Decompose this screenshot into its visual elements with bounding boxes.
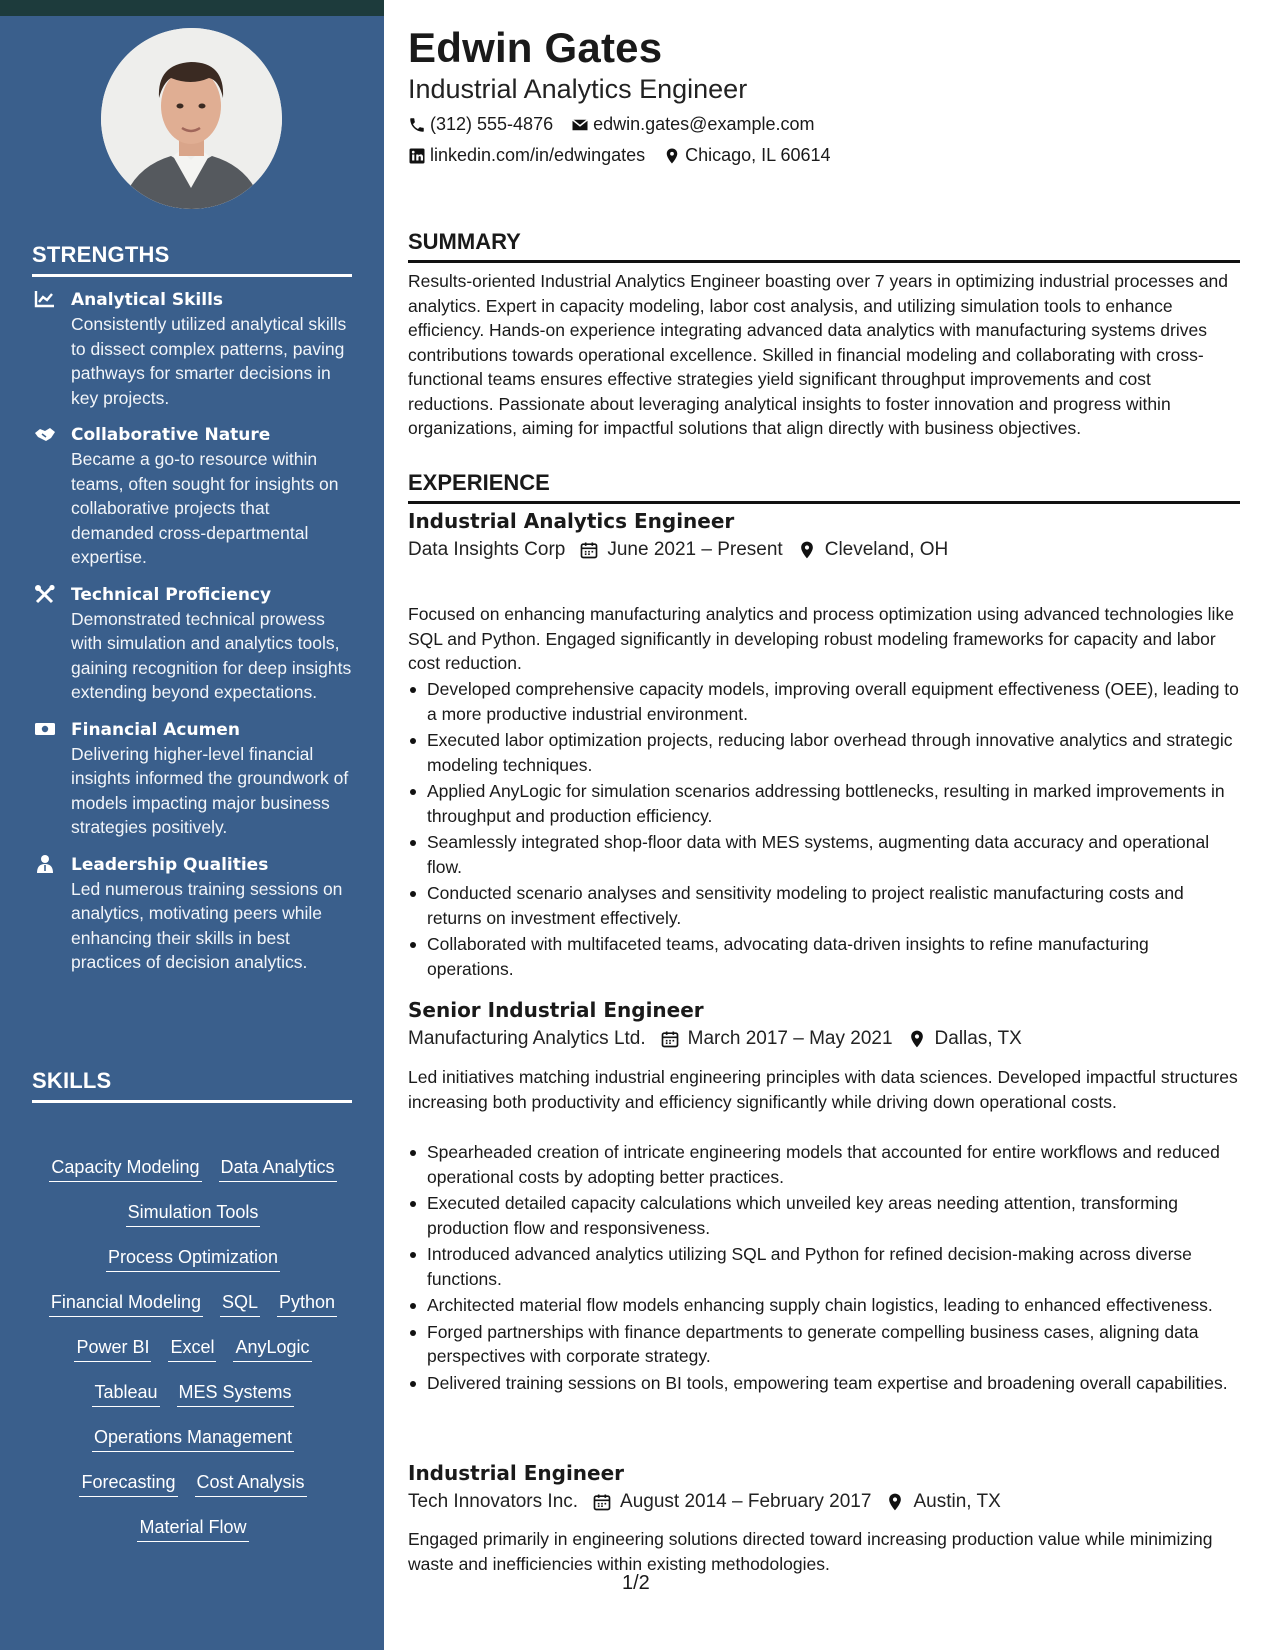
job-description: Engaged primarily in engineering solutions directed toward increasing production value while minimizing waste and inefficiencies within existing methodologies. bbox=[408, 1529, 1213, 1574]
skill-tag: AnyLogic bbox=[233, 1336, 311, 1362]
handshake-icon bbox=[34, 424, 56, 444]
job-location: Austin, TX bbox=[913, 1491, 1001, 1512]
skill-tag: Power BI bbox=[74, 1336, 151, 1362]
job-bullet: Executed detailed capacity calculations which unveiled key areas needing attention, transforming production flow and responsiveness. bbox=[427, 1191, 1240, 1240]
job-bullet: Delivered training sessions on BI tools, empowering team expertise and broadening overall capabilities. bbox=[427, 1371, 1240, 1396]
skill-row bbox=[30, 1426, 356, 1471]
location-pin-icon bbox=[663, 147, 681, 165]
skill-tag: Process Optimization bbox=[106, 1246, 280, 1272]
job-bullets bbox=[427, 677, 1240, 983]
skill-row bbox=[30, 1381, 356, 1426]
strengths-heading: STRENGTHS bbox=[32, 242, 352, 277]
skill-row bbox=[30, 1246, 356, 1291]
summary-text: Results-oriented Industrial Analytics Engineer boasting over 7 years in optimizing industrial processes and analytics. Expert in capacity modeling, labor cost analysis, and utilizing simulation tools to enhance efficiency. Hands-on experience integrating advanced data analytics with manufacturing systems drives contributions towards operational excellence. Skilled in financial modeling and collaborating with cross-functional teams ensures effective strategies yield significant throughput improvements and cost reductions. Passionate about leveraging analytical insights to foster innovation and progress within organizations, aiming for impactful solutions that align directly with business objectives. bbox=[408, 271, 1229, 438]
job-company: Data Insights Corp bbox=[408, 539, 566, 560]
phone-text[interactable]: (312) 555-4876 bbox=[430, 114, 554, 134]
job-bullet: Introduced advanced analytics utilizing SQL and Python for refined decision-making across diverse functions. bbox=[427, 1242, 1240, 1291]
strength-title: Financial Acumen bbox=[71, 719, 240, 740]
email-link[interactable]: edwin.gates@example.com bbox=[593, 114, 815, 134]
strength-description: Delivering higher-level financial insights informed the groundwork of models impacting major business strategies positively. bbox=[71, 743, 349, 837]
job-description: Led initiatives matching industrial engineering principles with data sciences. Developed impactful structures increasing both productivity and efficiency significantly while driving down operational costs. bbox=[408, 1067, 1238, 1112]
job-bullet: Seamlessly integrated shop-floor data with MES systems, augmenting data accuracy and operational flow. bbox=[427, 830, 1240, 879]
job-company: Manufacturing Analytics Ltd. bbox=[408, 1028, 646, 1049]
skill-tag: Excel bbox=[168, 1336, 216, 1362]
strength-description: Led numerous training sessions on analytics, motivating peers while enhancing their skills in best practices of decision analytics. bbox=[71, 878, 343, 972]
skills-heading: SKILLS bbox=[32, 1068, 352, 1103]
linkedin-icon bbox=[408, 147, 426, 165]
skill-tag: Financial Modeling bbox=[49, 1291, 203, 1317]
strength-title: Leadership Qualities bbox=[71, 854, 269, 875]
skills-list bbox=[30, 1156, 356, 1561]
job-bullet: Collaborated with multifaceted teams, advocating data-driven insights to refine manufacturing operations. bbox=[427, 932, 1240, 981]
skill-row bbox=[30, 1336, 356, 1381]
skill-tag: Tableau bbox=[92, 1381, 159, 1407]
job-meta bbox=[408, 1028, 1022, 1050]
strength-title: Collaborative Nature bbox=[71, 425, 271, 445]
strength-description: Consistently utilized analytical skills to dissect complex patterns, paving pathways for smarter decisions in key projects. bbox=[71, 314, 347, 408]
skill-row bbox=[30, 1201, 356, 1246]
chart-line-icon bbox=[34, 289, 56, 309]
location-pin-icon bbox=[797, 540, 817, 560]
skill-row bbox=[30, 1471, 356, 1516]
job-role: Industrial Engineer bbox=[408, 1461, 625, 1485]
skill-tag: Python bbox=[277, 1291, 337, 1317]
job-bullet: Spearheaded creation of intricate engineering models that accounted for entire workflows and reduced operational costs by adopting better practices. bbox=[427, 1140, 1240, 1189]
job-meta bbox=[408, 539, 948, 561]
experience-heading: EXPERIENCE bbox=[408, 470, 1240, 504]
job-dates: June 2021 – Present bbox=[607, 539, 783, 560]
skill-row bbox=[30, 1291, 356, 1336]
skill-tag: SQL bbox=[220, 1291, 260, 1317]
summary-heading: SUMMARY bbox=[408, 229, 1240, 263]
calendar-icon bbox=[579, 540, 599, 560]
skill-tag: Operations Management bbox=[92, 1426, 294, 1452]
profile-photo bbox=[101, 28, 282, 209]
phone-icon bbox=[408, 116, 426, 134]
job-bullet: Applied AnyLogic for simulation scenarios addressing bottlenecks, resulting in marked improvements in throughput and production efficiency. bbox=[427, 779, 1240, 828]
job-role: Industrial Analytics Engineer bbox=[408, 509, 735, 533]
skill-row bbox=[30, 1516, 356, 1561]
location-text: Chicago, IL 60614 bbox=[685, 145, 831, 165]
skill-tag: MES Systems bbox=[177, 1381, 294, 1407]
candidate-name: Edwin Gates bbox=[408, 24, 663, 71]
leader-icon bbox=[34, 854, 56, 874]
strength-description: Demonstrated technical prowess with simulation and analytics tools, gaining recognition for deep insights extending beyond expectations. bbox=[71, 608, 352, 702]
contact-row-2 bbox=[408, 145, 831, 166]
location-pin-icon bbox=[885, 1492, 905, 1512]
contact-row-1 bbox=[408, 114, 814, 135]
skill-tag: Data Analytics bbox=[219, 1156, 337, 1182]
skill-tag: Capacity Modeling bbox=[49, 1156, 201, 1182]
candidate-title: Industrial Analytics Engineer bbox=[408, 74, 748, 104]
calendar-icon bbox=[592, 1492, 612, 1512]
job-bullet: Developed comprehensive capacity models, improving overall equipment effectiveness (OEE), leading to a more productive industrial environment. bbox=[427, 677, 1240, 726]
strength-item bbox=[32, 853, 354, 975]
skill-tag: Forecasting bbox=[79, 1471, 177, 1497]
skill-tag: Simulation Tools bbox=[126, 1201, 261, 1227]
strength-item bbox=[32, 288, 354, 410]
job-dates: March 2017 – May 2021 bbox=[687, 1028, 893, 1049]
strengths-list bbox=[32, 288, 354, 988]
skill-row bbox=[30, 1156, 356, 1201]
money-icon bbox=[34, 719, 56, 739]
strength-title: Analytical Skills bbox=[71, 290, 224, 310]
email-icon bbox=[571, 116, 589, 134]
job-location: Cleveland, OH bbox=[824, 539, 949, 560]
strength-description: Became a go-to resource within teams, often sought for insights on collaborative projects that demanded cross-departmental expertise. bbox=[71, 449, 339, 567]
page-number: 1/2 bbox=[622, 1572, 650, 1594]
job-bullet: Forged partnerships with finance departments to generate compelling business cases, aligning data perspectives with corporate strategy. bbox=[427, 1320, 1240, 1369]
job-bullet: Executed labor optimization projects, reducing labor overhead through innovative analytics and strategic modeling techniques. bbox=[427, 728, 1240, 777]
location-pin-icon bbox=[907, 1029, 927, 1049]
job-meta bbox=[408, 1491, 1001, 1513]
strength-item bbox=[32, 583, 354, 705]
strength-item bbox=[32, 718, 354, 840]
strength-item bbox=[32, 423, 354, 570]
job-dates: August 2014 – February 2017 bbox=[620, 1491, 872, 1512]
linkedin-link[interactable]: linkedin.com/in/edwingates bbox=[430, 145, 646, 165]
tools-icon bbox=[34, 584, 56, 604]
job-description: Focused on enhancing manufacturing analytics and process optimization using advanced technologies like SQL and Python. Engaged significantly in developing robust modeling frameworks for capacity and labor cost reduction. bbox=[408, 604, 1234, 673]
calendar-icon bbox=[660, 1029, 680, 1049]
skill-tag: Cost Analysis bbox=[195, 1471, 307, 1497]
skill-tag: Material Flow bbox=[137, 1516, 248, 1542]
job-company: Tech Innovators Inc. bbox=[408, 1491, 579, 1512]
job-bullet: Architected material flow models enhancing supply chain logistics, leading to enhanced effectiveness. bbox=[427, 1293, 1240, 1318]
job-bullet: Conducted scenario analyses and sensitivity modeling to project realistic manufacturing costs and returns on investment effectively. bbox=[427, 881, 1240, 930]
job-role: Senior Industrial Engineer bbox=[408, 998, 704, 1022]
strength-title: Technical Proficiency bbox=[71, 584, 272, 605]
job-bullets bbox=[427, 1140, 1240, 1397]
job-location: Dallas, TX bbox=[934, 1028, 1022, 1049]
sidebar-top-band bbox=[0, 0, 384, 16]
sidebar bbox=[0, 16, 384, 1650]
